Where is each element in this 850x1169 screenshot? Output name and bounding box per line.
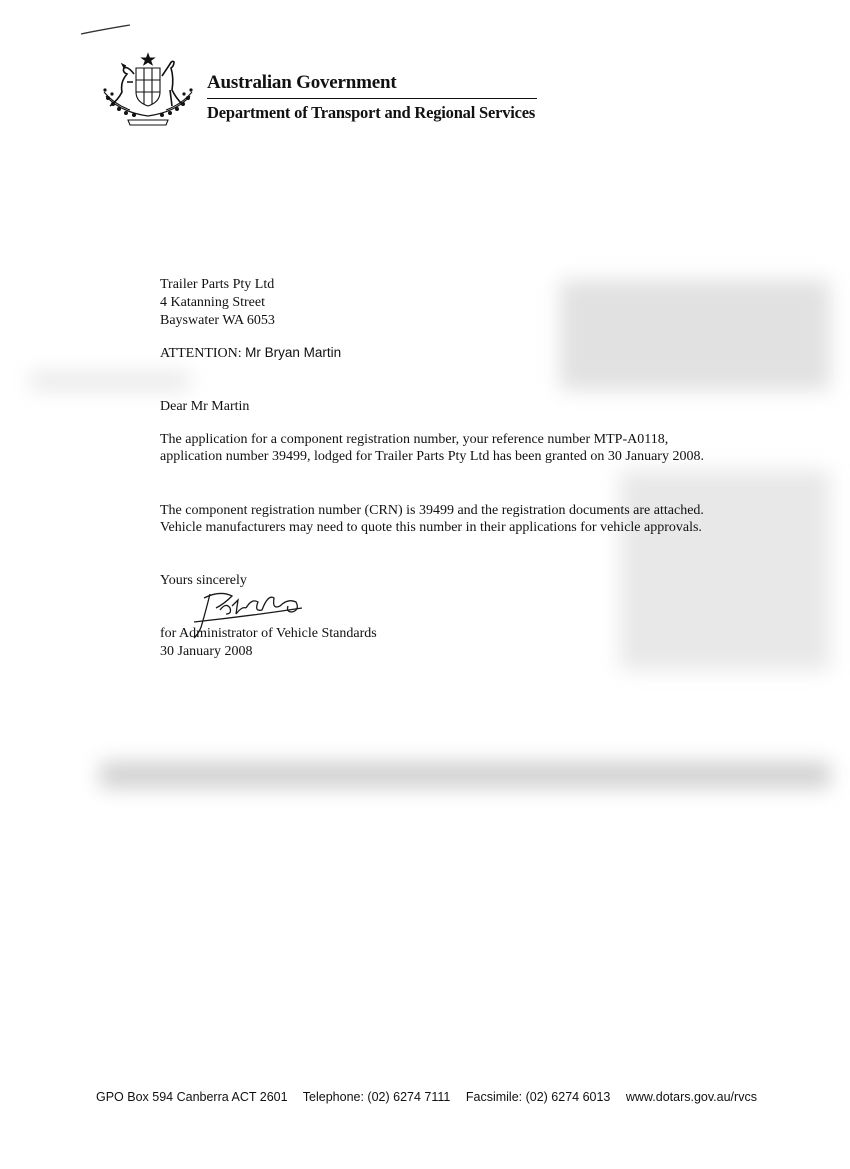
- scan-shadow-band: [100, 762, 830, 788]
- closing: Yours sincerely: [160, 573, 247, 588]
- footer-website: www.dotars.gov.au/rvcs: [625, 1090, 757, 1104]
- body-paragraph-1: The application for a component registration number, your reference number MTP-A0118, application number 39499, lodged for Trailer Parts Pty Ltd has been granted on 30 January 2008.: [160, 432, 704, 464]
- attention-line: [160, 345, 341, 362]
- signature-date: 30 January 2008: [160, 644, 253, 659]
- salutation: Dear Mr Martin: [160, 399, 250, 414]
- recipient-city: Bayswater WA 6053: [160, 313, 275, 328]
- pen-mark: [80, 22, 132, 38]
- department-title: Department of Transport and Regional Services: [207, 103, 536, 122]
- footer: [96, 1090, 769, 1104]
- recipient-company: Trailer Parts Pty Ltd: [160, 277, 275, 292]
- coat-of-arms-icon: [100, 52, 196, 128]
- scan-shadow-right: [560, 280, 830, 390]
- letterhead-divider: [207, 98, 537, 99]
- scan-shadow-left: [30, 372, 190, 390]
- footer-address: GPO Box 594 Canberra ACT 2601: [96, 1090, 288, 1104]
- recipient-street: 4 Katanning Street: [160, 295, 265, 310]
- footer-telephone: Telephone: (02) 6274 7111: [302, 1090, 451, 1104]
- attention-name: Mr Bryan Martin: [245, 345, 342, 360]
- body-paragraph-2: The component registration number (CRN) is 39499 and the registration documents are attached. Vehicle manufacturers may need to quote this number in their applications for vehicle approvals.: [160, 503, 704, 535]
- signature-role: for Administrator of Vehicle Standards: [160, 626, 377, 641]
- footer-facsimile: Facsimile: (02) 6274 6013: [465, 1090, 611, 1104]
- attention-label: ATTENTION:: [160, 346, 242, 361]
- recipient-address: [160, 276, 275, 330]
- government-title: Australian Government: [207, 72, 397, 93]
- scan-shadow-middle: [620, 470, 830, 670]
